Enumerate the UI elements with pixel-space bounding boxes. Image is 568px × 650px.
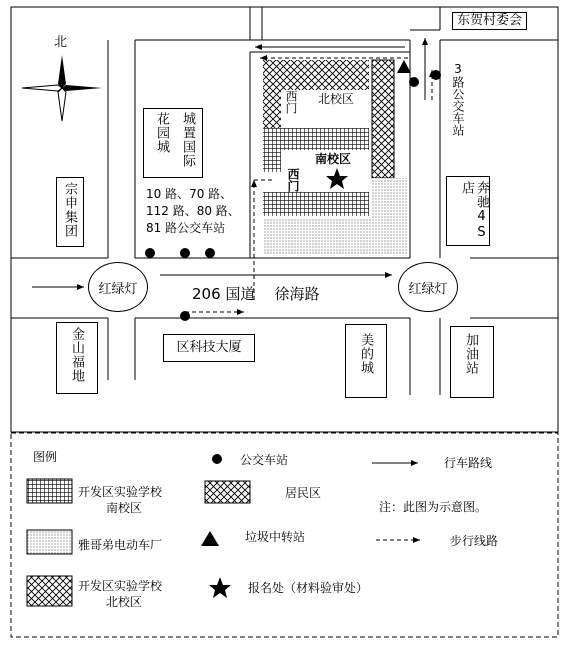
legend-note: 注：此图为示意图。 bbox=[379, 500, 488, 514]
legend-bus-stop: 公交车站 bbox=[240, 453, 289, 467]
west-gate-south-label: 西门 bbox=[286, 168, 300, 192]
legend-title: 图例 bbox=[33, 450, 58, 464]
west-gate-north-label: 西门 bbox=[284, 90, 298, 114]
legend-north-line2: 北校区 bbox=[106, 595, 143, 609]
traffic-light-right bbox=[398, 262, 458, 312]
huayuancheng-label: 花园城 bbox=[154, 112, 169, 154]
keji-dasha-label: 区科技大厦 bbox=[163, 334, 255, 362]
garbage-station-triangle bbox=[397, 60, 411, 73]
main-road-label: 206 国道 徐海路 bbox=[192, 285, 320, 303]
zongshen-box bbox=[56, 177, 84, 247]
bus-stop-line3: 81 路公交车站 bbox=[146, 221, 226, 235]
bus-stop-marker bbox=[180, 311, 190, 321]
benchi-label: 奔驰4S店 bbox=[459, 181, 489, 241]
traffic-light-right-label: 红绿灯 bbox=[408, 281, 448, 297]
legend-north-campus bbox=[78, 578, 162, 610]
bus-stop-marker bbox=[205, 248, 215, 258]
bus-stop-line1: 10 路、70 路、 bbox=[146, 187, 233, 201]
legend-factory: 雅哥弟电动车厂 bbox=[78, 538, 163, 552]
legend-south-line2: 南校区 bbox=[106, 501, 143, 515]
bus-stop-multi-label bbox=[146, 186, 240, 237]
benchi-box bbox=[446, 176, 490, 246]
compass-rose bbox=[22, 55, 102, 121]
legend-south-campus bbox=[78, 484, 162, 516]
north-campus-label: 北校区 bbox=[318, 92, 355, 106]
legend-garbage: 垃圾中转站 bbox=[245, 530, 306, 544]
jiayouzhan-box bbox=[450, 326, 494, 398]
bus-stop-marker bbox=[180, 248, 190, 258]
meide-box bbox=[345, 324, 387, 398]
jinshan-box bbox=[56, 322, 98, 394]
legend-north-line1: 开发区实验学校 bbox=[78, 579, 163, 593]
legend-walking: 步行线路 bbox=[450, 534, 499, 548]
donghe-committee-label: 东贺村委会 bbox=[452, 12, 527, 30]
bus-stop-marker bbox=[431, 70, 441, 80]
south-campus-label: 南校区 bbox=[315, 152, 352, 166]
registration-star bbox=[326, 168, 348, 189]
jinshan-label: 金山福地 bbox=[69, 327, 84, 383]
chengzhiguoji-label: 城置国际 bbox=[180, 112, 195, 168]
traffic-light-left-label: 红绿灯 bbox=[98, 281, 138, 297]
meide-label: 美的城 bbox=[358, 333, 373, 375]
bus-stop-marker bbox=[409, 77, 419, 87]
huayuancheng-box bbox=[143, 108, 203, 178]
legend-residential: 居民区 bbox=[285, 486, 322, 500]
south-campus-area bbox=[263, 128, 369, 216]
legend-route: 行车路线 bbox=[444, 456, 493, 470]
zongshen-label: 宗申集团 bbox=[62, 182, 77, 238]
bus-stop-3-label: 3路公交车站 bbox=[451, 62, 465, 136]
north-label: 北 bbox=[54, 35, 68, 50]
bus-stop-marker bbox=[145, 248, 155, 258]
legend-registration: 报名处（材料验审处） bbox=[248, 581, 369, 595]
jiayouzhan-label: 加油站 bbox=[463, 333, 478, 375]
traffic-light-left bbox=[88, 262, 148, 312]
bus-stop-line2: 112 路、80 路、 bbox=[146, 204, 240, 218]
legend-south-line1: 开发区实验学校 bbox=[78, 485, 163, 499]
